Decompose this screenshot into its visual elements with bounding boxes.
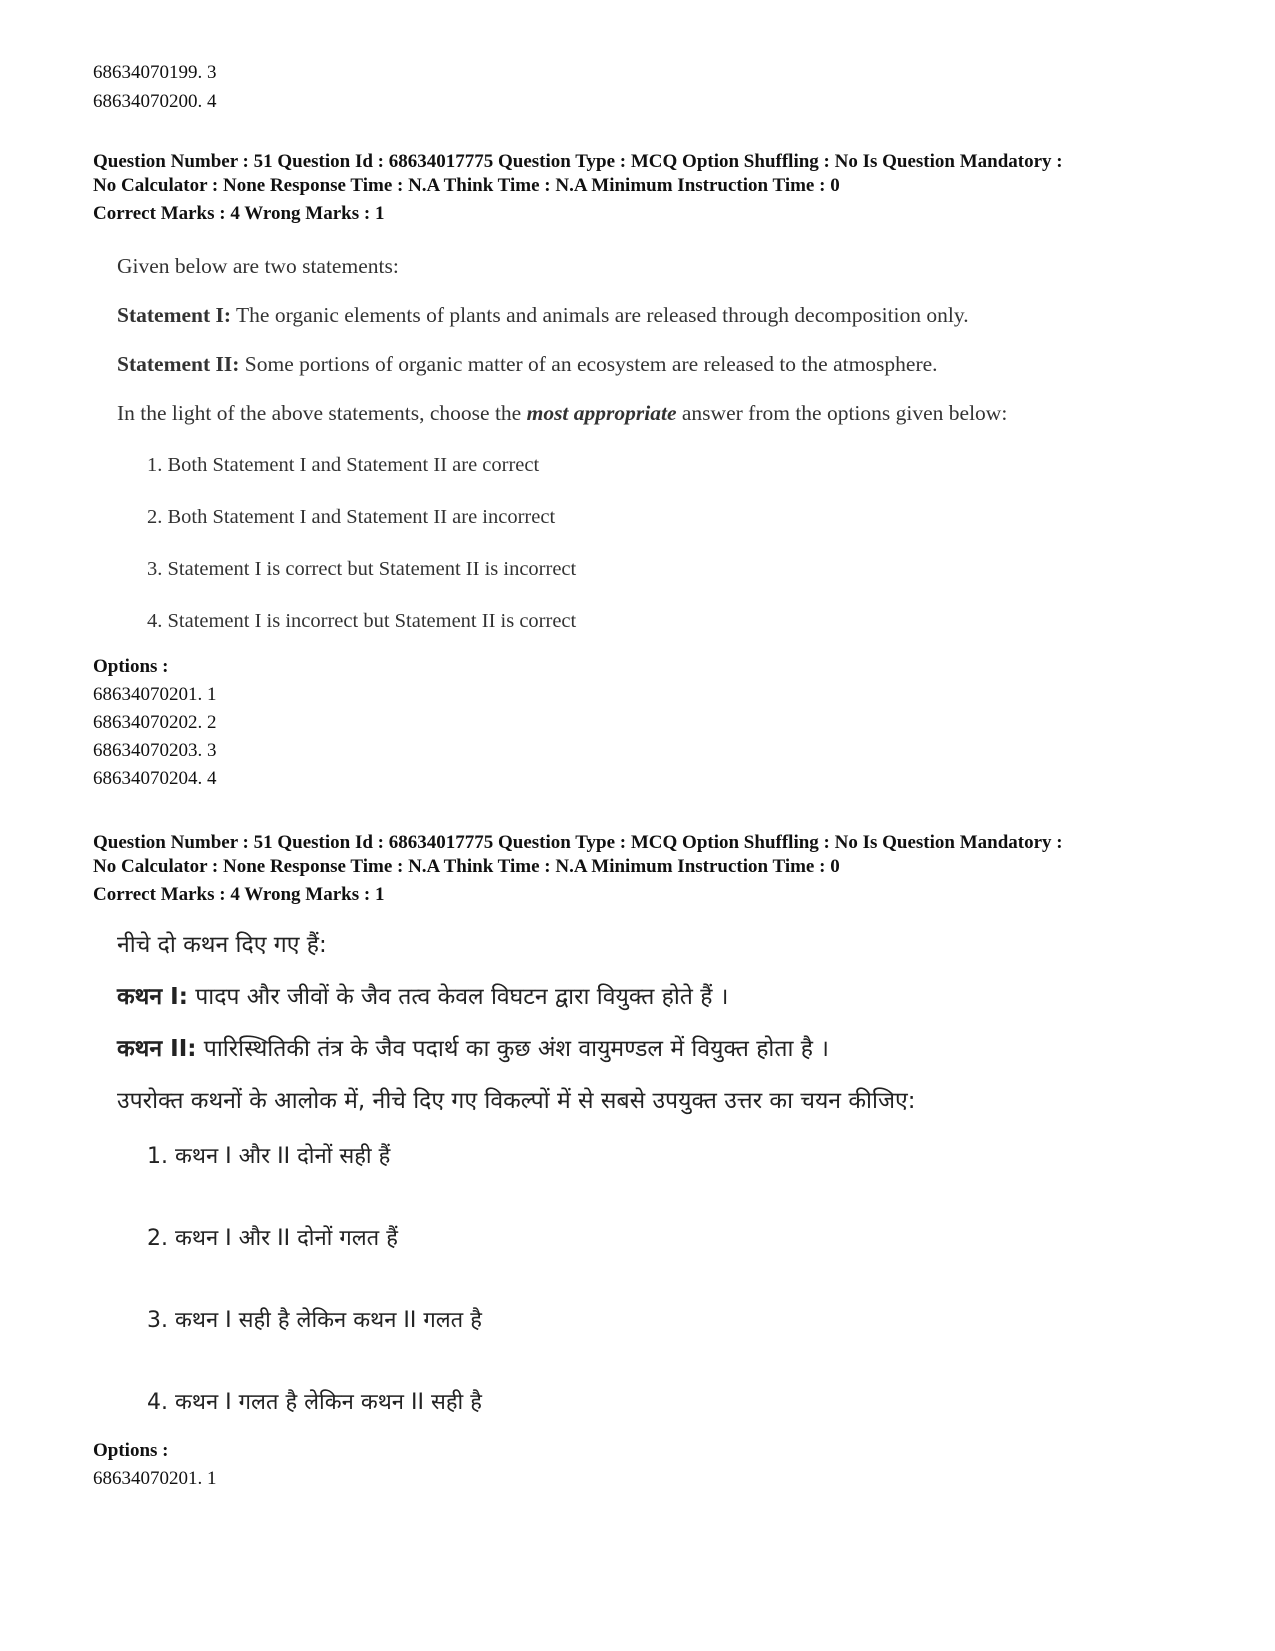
previous-options [93,58,1213,116]
option-line: 68634070204. 4 [93,768,217,789]
option-line: 68634070201. 1 [93,1468,217,1489]
statement-1 [117,301,1213,329]
question-intro: नीचे दो कथन दिए गए हैं: [117,932,327,958]
statement-1 [117,981,1213,1013]
question-block-hindi [93,831,1213,1493]
question-meta-line-1: Question Number : 51 Question Id : 68634017775 Question Type : MCQ Option Shuffling : No Is Question Mandatory : [93,151,1063,172]
question-meta-line-1: Question Number : 51 Question Id : 68634017775 Question Type : MCQ Option Shuffling : No Is Question Mandatory : [93,832,1063,853]
question-instruction [117,399,1213,427]
question-block-english [93,150,1213,793]
instruction-emphasis: most appropriate [526,401,677,425]
question-intro: Given below are two statements: [117,254,399,278]
choice-item: 2. Both Statement I and Statement II are incorrect [147,506,556,528]
choice-item: 1. कथन I और II दोनों सही हैं [147,1144,391,1169]
statement-1-text: The organic elements of plants and animals are released through decomposition only. [231,303,969,327]
options-section [93,653,1213,793]
question-marks: Correct Marks : 4 Wrong Marks : 1 [93,203,385,224]
options-label: Options : [93,1440,169,1461]
option-line: 68634070202. 2 [93,712,217,733]
statement-1-text: पादप और जीवों के जैव तत्व केवल विघटन द्वारा वियुक्त होते हैं । [187,984,729,1010]
choice-item: 2. कथन I और II दोनों गलत हैं [147,1226,398,1251]
instruction-text: In the light of the above statements, choose the [117,401,527,425]
statement-1-label: Statement I: [117,303,232,327]
statement-2 [117,1033,1213,1065]
options-label: Options : [93,656,169,677]
choice-item: 4. Statement I is incorrect but Statement II is correct [147,610,577,632]
question-meta-line-2: No Calculator : None Response Time : N.A Think Time : N.A Minimum Instruction Time : 0 [93,175,840,196]
instruction-text: answer from the options given below: [676,401,1008,425]
question-instruction: उपरोक्त कथनों के आलोक में, नीचे दिए गए विकल्पों में से सबसे उपयुक्त उत्तर का चयन कीजिए: [117,1088,916,1114]
choice-item: 4. कथन I गलत है लेकिन कथन II सही है [147,1390,482,1415]
option-line: 68634070199. 3 [93,62,217,83]
choice-item: 3. कथन I सही है लेकिन कथन II गलत है [147,1308,482,1333]
question-meta-line-2: No Calculator : None Response Time : N.A Think Time : N.A Minimum Instruction Time : 0 [93,856,840,877]
statement-2-text: पारिस्थितिकी तंत्र के जैव पदार्थ का कुछ अंश वायुमण्डल में वियुक्त होता है । [196,1036,830,1062]
question-marks: Correct Marks : 4 Wrong Marks : 1 [93,884,385,905]
statement-2-label: कथन II: [117,1036,197,1062]
document-page [93,58,1213,1489]
choice-item: 1. Both Statement I and Statement II are correct [147,454,540,476]
choice-item: 3. Statement I is correct but Statement II is incorrect [147,558,577,580]
question-body [117,929,1213,1419]
option-line: 68634070200. 4 [93,91,217,112]
option-line: 68634070201. 1 [93,684,217,705]
statement-2-label: Statement II: [117,352,240,376]
option-line: 68634070203. 3 [93,740,217,761]
statement-2 [117,350,1213,378]
statement-1-label: कथन I: [117,984,188,1010]
options-section [93,1437,1213,1493]
question-body [117,252,1213,635]
statement-2-text: Some portions of organic matter of an ecosystem are released to the atmosphere. [239,352,938,376]
